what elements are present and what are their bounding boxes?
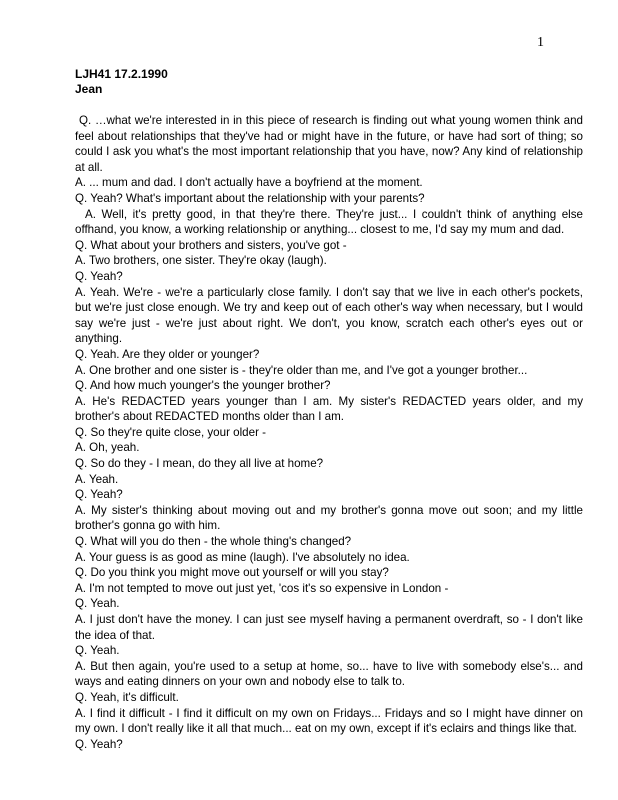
- transcript-line: Q. And how much younger's the younger brother?: [75, 379, 331, 393]
- transcript: [75, 113, 583, 752]
- transcript-line: A. My sister's thinking about moving out and my brother's gonna move out soon; and my little brother's gonna go with him.: [75, 503, 583, 533]
- transcript-line: Q. Yeah? What's important about the relationship with your parents?: [75, 191, 425, 205]
- transcript-line: A. But then again, you're used to a setup at home, so... have to live with somebody else's... and ways and eating dinners on your own and nobody else to talk to.: [75, 659, 583, 689]
- interviewee-name: Jean: [75, 82, 103, 96]
- transcript-line: Q. So do they - I mean, do they all live at home?: [75, 457, 324, 471]
- transcript-line: A. Yeah.: [75, 472, 119, 486]
- transcript-line: Q. What will you do then - the whole thing's changed?: [75, 535, 352, 549]
- transcript-line: Q. Do you think you might move out yourself or will you stay?: [75, 566, 389, 580]
- transcript-line: A. Your guess is as good as mine (laugh). I've absolutely no idea.: [75, 550, 410, 564]
- transcript-line: Q. What about your brothers and sisters, you've got -: [75, 238, 347, 252]
- transcript-line: Q. So they're quite close, your older -: [75, 425, 267, 439]
- transcript-line: Q. Yeah, it's difficult.: [75, 690, 179, 704]
- document-header: [75, 67, 168, 97]
- transcript-line: Q. Yeah?: [75, 269, 123, 283]
- transcript-line: A. Well, it's pretty good, in that they're there. They're just... I couldn't think of anything else offhand, you know, a working relationship or anything... closest to me, I'd say my mum and dad.: [75, 207, 583, 237]
- transcript-line: Q. Yeah.: [75, 597, 120, 611]
- transcript-line: Q. Yeah?: [75, 737, 123, 751]
- transcript-line: A. Yeah. We're - we're a particularly close family. I don't say that we live in each other's pockets, but we're just close enough. We try and keep out of each other's way when necessary, but I would say we're just - we're just about right. We don't, you know, scratch each other's eyes out or anything.: [75, 285, 583, 346]
- transcript-line: A. One brother and one sister is - they're older than me, and I've got a younger brother...: [75, 363, 528, 377]
- page-number: 1: [537, 35, 544, 50]
- transcript-line: A. I just don't have the money. I can just see myself having a permanent overdraft, so - I don't like the idea of that.: [75, 613, 583, 642]
- transcript-line: Q. Yeah?: [75, 488, 123, 502]
- interview-reference: LJH41 17.2.1990: [75, 67, 168, 81]
- transcript-line: A. ... mum and dad. I don't actually have a boyfriend at the moment.: [75, 176, 423, 190]
- transcript-line: A. Oh, yeah.: [75, 441, 140, 455]
- transcript-line: A. Two brothers, one sister. They're okay (laugh).: [75, 254, 327, 268]
- transcript-line: A. I'm not tempted to move out just yet, 'cos it's so expensive in London -: [75, 581, 449, 595]
- transcript-line: Q. Yeah.: [75, 644, 120, 658]
- transcript-line: Q. Yeah. Are they older or younger?: [75, 347, 260, 361]
- transcript-line: A. He's REDACTED years younger than I am. My sister's REDACTED years older, and my brother's about REDACTED months older than I am.: [75, 394, 583, 424]
- transcript-line: Q. …what we're interested in in this piece of research is finding out what young women think and feel about relationships that they've had or might have in the future, or have had sort of thing; so could I ask you what's the most important relationship that you have, now? Any kind of relationship at all.: [75, 114, 583, 174]
- transcript-line: A. I find it difficult - I find it difficult on my own on Fridays... Fridays and so I might have dinner on my own. I don't really like it all that much... eat on my own, except if it's eclairs and things like that.: [75, 706, 583, 736]
